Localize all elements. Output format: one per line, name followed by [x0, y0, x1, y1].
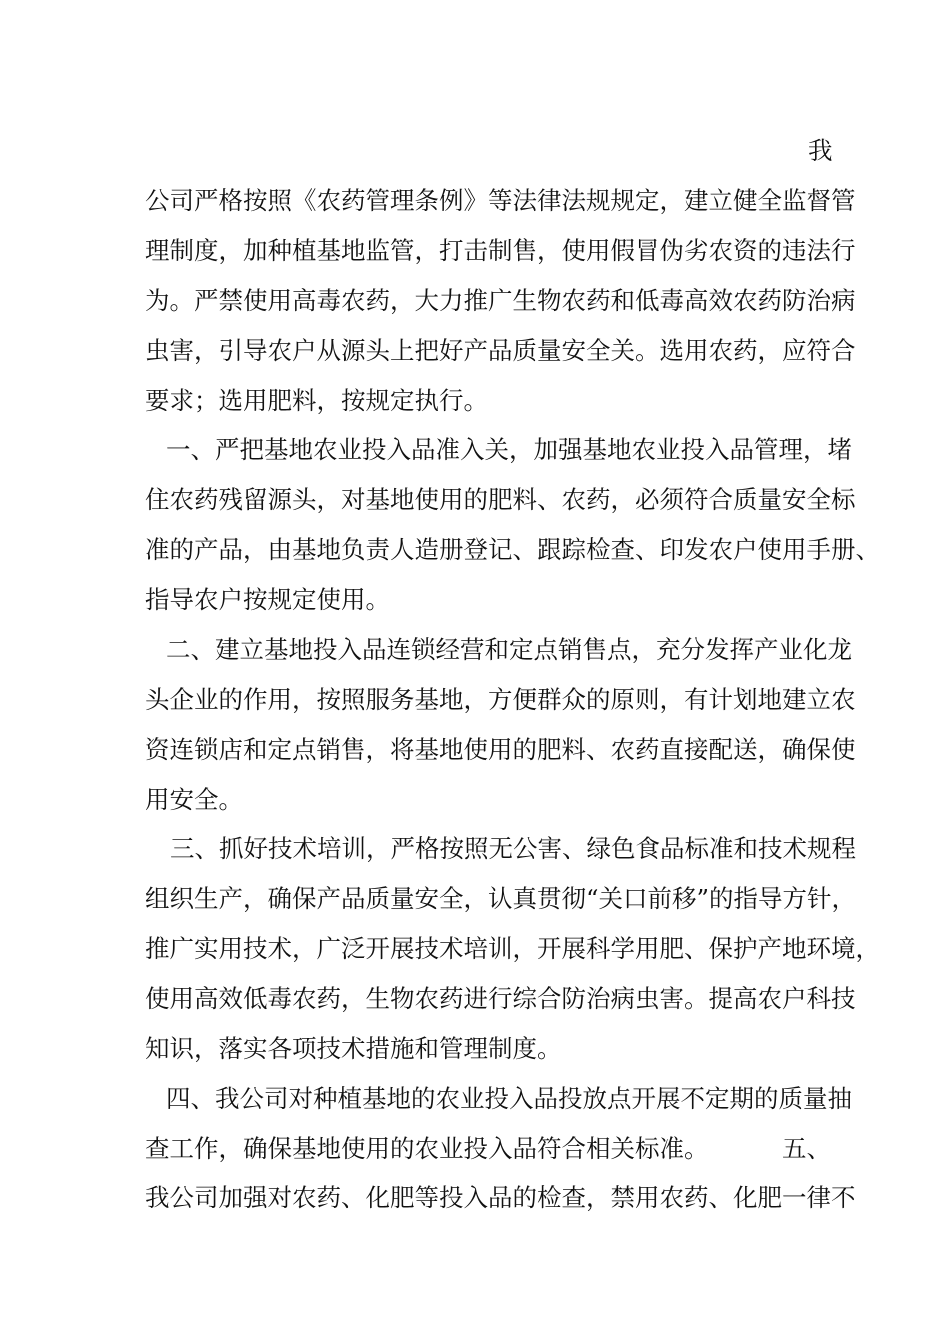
text-line	[0, 126, 950, 176]
text-line	[0, 725, 950, 775]
line-text: 推广实用技术，广泛开展技术培训，开展科学用肥、保护产地环境，	[145, 934, 880, 963]
line-text: 一、严把基地农业投入品准入关，加强基地农业投入品管理，堵	[166, 435, 852, 464]
text-line	[0, 874, 950, 924]
text-line	[0, 924, 950, 974]
text-line	[0, 226, 950, 276]
text-line	[0, 326, 950, 376]
text-line	[0, 276, 950, 326]
line-text: 头企业的作用，按照服务基地，方便群众的原则，有计划地建立农	[145, 685, 856, 714]
text-line	[0, 475, 950, 525]
line-text: 资连锁店和定点销售，将基地使用的肥料、农药直接配送，确保使	[145, 735, 856, 764]
text-line	[0, 176, 950, 226]
line-text: 我公司加强对农药、化肥等投入品的检查，禁用农药、化肥一律不	[145, 1183, 856, 1212]
line-text: 住农药残留源头，对基地使用的肥料、农药，必须符合质量安全标	[145, 485, 856, 514]
text-line	[0, 376, 950, 426]
line-text: 知识，落实各项技术措施和管理制度。	[145, 1034, 562, 1063]
line-text: 用安全。	[145, 785, 243, 814]
text-line	[0, 1024, 950, 1074]
text-line	[0, 974, 950, 1024]
text-line	[0, 525, 950, 575]
line-text: 查工作，确保基地使用的农业投入品符合相关标准。	[145, 1134, 709, 1163]
text-line	[0, 1124, 950, 1174]
text-line	[0, 1074, 950, 1124]
line-text: 我	[808, 136, 833, 165]
text-line	[0, 675, 950, 725]
text-line	[0, 425, 950, 475]
text-line	[0, 575, 950, 625]
line-text: 虫害，引导农户从源头上把好产品质量安全关。选用农药，应符合	[145, 336, 856, 365]
line-text: 为。严禁使用高毒农药，大力推广生物农药和低毒高效农药防治病	[145, 286, 856, 315]
text-line	[0, 824, 950, 874]
line-text-right: 五、	[782, 1134, 831, 1163]
line-text: 要求；选用肥料，按规定执行。	[145, 386, 488, 415]
line-text: 指导农户按规定使用。	[145, 585, 390, 614]
text-line	[0, 1173, 950, 1223]
line-text: 组织生产，确保产品质量安全，认真贯彻“关口前移”的指导方针，	[145, 884, 857, 913]
line-text: 准的产品，由基地负责人造册登记、跟踪检查、印发农户使用手册、	[145, 535, 880, 564]
line-text: 三、抓好技术培训，严格按照无公害、绿色食品标准和技术规程	[170, 834, 856, 863]
line-text: 四、我公司对种植基地的农业投入品投放点开展不定期的质量抽	[166, 1084, 852, 1113]
line-text: 理制度，加种植基地监管，打击制售，使用假冒伪劣农资的违法行	[145, 236, 856, 265]
line-text: 使用高效低毒农药，生物农药进行综合防治病虫害。提高农户科技	[145, 984, 856, 1013]
line-text: 公司严格按照《农药管理条例》等法律法规规定，建立健全监督管	[145, 186, 856, 215]
line-text: 二、建立基地投入品连锁经营和定点销售点，充分发挥产业化龙	[166, 635, 852, 664]
text-line	[0, 625, 950, 675]
text-line	[0, 775, 950, 825]
